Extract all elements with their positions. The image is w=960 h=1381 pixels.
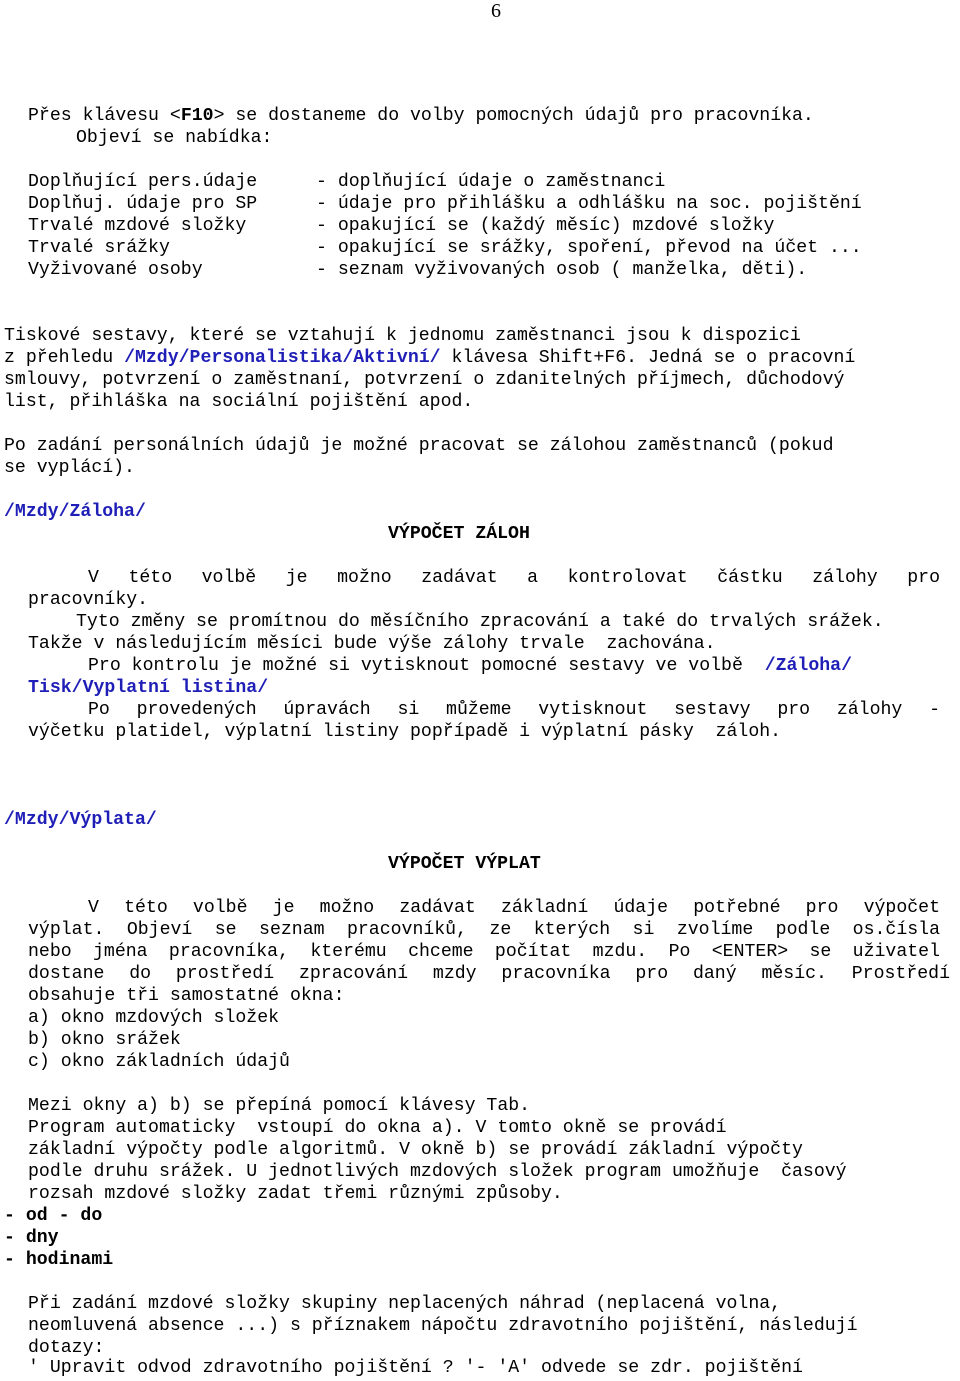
menu-item-desc: - údaje pro přihlášku a odhlášku na soc. pojištění xyxy=(316,194,862,214)
menu-item-desc: - opakující se (každý měsíc) mzdové složky xyxy=(316,216,775,236)
window-list-item: b) okno srážek xyxy=(28,1030,181,1050)
vyplata-paragraph-line: Při zadání mzdové složky skupiny neplacených náhrad (neplacená volna, xyxy=(28,1294,782,1314)
menu-item-desc: - seznam vyživovaných osob ( manželka, děti). xyxy=(316,260,808,280)
vyplata-paragraph-line: výplat. Objeví se seznam pracovníků, ze kterých si zvolíme podle os.čísla xyxy=(28,920,940,940)
menu-item-name: Vyživované osoby xyxy=(28,260,203,280)
intro-line-2: Objeví se nabídka: xyxy=(76,128,273,148)
personalistika-path: /Mzdy/Personalistika/Aktivní/ xyxy=(124,348,441,368)
zaloha-paragraph-line: Tyto změny se promítnou do měsíčního zpracování a také do trvalých srážek. xyxy=(76,612,884,632)
vyplata-paragraph-line: rozsah mzdové složky zadat třemi různými způsoby. xyxy=(28,1184,563,1204)
zaloha-paragraph-line: V této volbě je možno zadávat a kontrolovat částku zálohy pro xyxy=(88,568,940,588)
zaloha-path: /Mzdy/Záloha/ xyxy=(4,502,146,522)
menu-item-desc: - opakující se srážky, spoření, převod na účet ... xyxy=(316,238,862,258)
intro-line-1: Přes klávesu <F10> se dostaneme do volby pomocných údajů pro pracovníka. xyxy=(28,106,814,126)
vyplata-paragraph-line: podle druhu srážek. U jednotlivých mzdových složek program umožňuje časový xyxy=(28,1162,847,1182)
time-range-way: - hodinami xyxy=(4,1250,114,1270)
zaloha-paragraph-line: pracovníky. xyxy=(28,590,149,610)
menu-item-name: Doplňující pers.údaje xyxy=(28,172,258,192)
zaloha-paragraph-line: výčetku platidel, výplatní listiny popřípadě i výplatní pásky záloh. xyxy=(28,722,782,742)
key-f10: F10 xyxy=(180,106,214,126)
menu-item-name: Doplňuj. údaje pro SP xyxy=(28,194,258,214)
zaloha-menu-path: /Záloha/ xyxy=(764,656,853,676)
zaloha-paragraph-line: Pro kontrolu je možné si vytisknout pomocné sestavy ve volbě /Záloha/ xyxy=(88,656,853,676)
vyplata-paragraph-line: dotazy: xyxy=(28,1338,105,1358)
window-list-item: c) okno základních údajů xyxy=(28,1052,290,1072)
vyplata-paragraph-line: V této volbě je možno zadávat základní údaje potřebné pro výpočet xyxy=(88,898,940,918)
advance-intro-line: se vyplácí). xyxy=(4,458,135,478)
menu-item-name: Trvalé srážky xyxy=(28,238,170,258)
page-number: 6 xyxy=(491,0,501,22)
window-list-item: a) okno mzdových složek xyxy=(28,1008,280,1028)
vyplata-paragraph-line: Program automaticky vstoupí do okna a). V tomto okně se provádí xyxy=(28,1118,727,1138)
reports-line: list, přihláška na sociální pojištění apod. xyxy=(4,392,474,412)
vyplata-paragraph-line: dostane do prostředí zpracování mzdy pracovníka pro daný měsíc. Prostředí xyxy=(28,964,950,984)
reports-line: smlouvy, potvrzení o zaměstnaní, potvrzení o zdanitelných příjmech, důchodový xyxy=(4,370,845,390)
vyplatni-listina-path: Tisk/Vyplatní listina/ xyxy=(28,678,269,698)
vyplata-paragraph-line: ' Upravit odvod zdravotního pojištění ? '- 'A' odvede se zdr. pojištění xyxy=(28,1358,803,1378)
menu-item-name: Trvalé mzdové složky xyxy=(28,216,247,236)
vyplata-paragraph-line: základní výpočty podle algoritmů. V okně b) se provádí základní výpočty xyxy=(28,1140,803,1160)
vyplata-path: /Mzdy/Výplata/ xyxy=(4,810,157,830)
reports-line: Tiskové sestavy, které se vztahují k jednomu zaměstnanci jsou k dispozici xyxy=(4,326,801,346)
zaloha-paragraph-line: Po provedených úpravách si můžeme vytisknout sestavy pro zálohy - xyxy=(88,700,940,720)
advance-intro-line: Po zadání personálních údajů je možné pracovat se zálohou zaměstnanců (pokud xyxy=(4,436,834,456)
vyplata-paragraph-line: obsahuje tři samostatné okna: xyxy=(28,986,345,1006)
time-range-way: - dny xyxy=(4,1228,59,1248)
reports-line: z přehledu /Mzdy/Personalistika/Aktivní/ klávesa Shift+F6. Jedná se o pracovní xyxy=(4,348,856,368)
vyplata-paragraph-line: neomluvená absence ...) s příznakem nápočtu zdravotního pojištění, následují xyxy=(28,1316,858,1336)
vyplata-heading: VÝPOČET VÝPLAT xyxy=(388,854,541,874)
zaloha-paragraph-line: Takže v následujícím měsíci bude výše zálohy trvale zachována. xyxy=(28,634,716,654)
menu-item-desc: - doplňující údaje o zaměstnanci xyxy=(316,172,666,192)
zaloha-heading: VÝPOČET ZÁLOH xyxy=(388,524,530,544)
time-range-way: - od - do xyxy=(4,1206,103,1226)
vyplata-paragraph-line: Mezi okny a) b) se přepíná pomocí klávesy Tab. xyxy=(28,1096,531,1116)
vyplata-paragraph-line: nebo jména pracovníka, kterému chceme počítat mzdu. Po <ENTER> se uživatel xyxy=(28,942,940,962)
